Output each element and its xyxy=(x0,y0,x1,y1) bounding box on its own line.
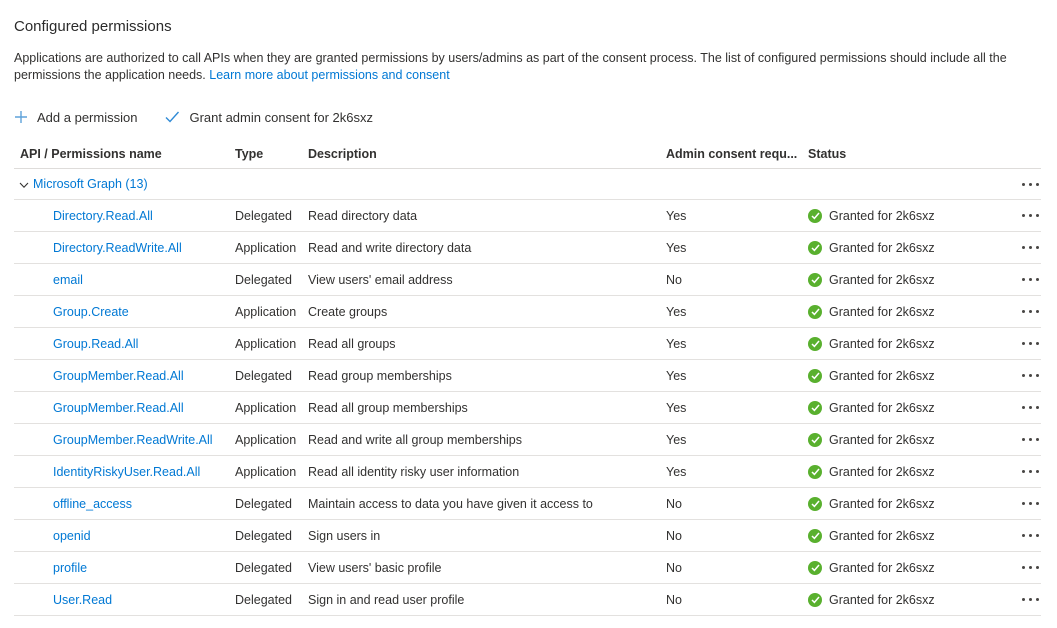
table-header-row xyxy=(14,140,1041,169)
permission-name-link[interactable]: GroupMember.Read.All xyxy=(53,400,184,415)
table-row xyxy=(14,360,1041,392)
status-text: Granted for 2k6sxz xyxy=(829,368,935,383)
check-circle-icon xyxy=(808,465,822,479)
table-row xyxy=(14,328,1041,360)
section-description xyxy=(14,50,1040,84)
permission-type: Delegated xyxy=(235,208,292,223)
table-row xyxy=(14,200,1041,232)
admin-consent-required-value: No xyxy=(666,528,682,543)
status-text: Granted for 2k6sxz xyxy=(829,304,935,319)
permission-type: Delegated xyxy=(235,496,292,511)
more-options-icon[interactable] xyxy=(1020,498,1041,509)
check-circle-icon xyxy=(808,529,822,543)
api-group-row xyxy=(14,169,1041,200)
permission-name-link[interactable]: Group.Create xyxy=(53,304,129,319)
permission-description: Sign in and read user profile xyxy=(308,592,465,607)
table-row xyxy=(14,520,1041,552)
permission-description: Read all groups xyxy=(308,336,396,351)
permission-description: Read all group memberships xyxy=(308,400,468,415)
permission-name-link[interactable]: profile xyxy=(53,560,88,575)
admin-consent-required-value: Yes xyxy=(666,400,687,415)
permission-description: Maintain access to data you have given it access to xyxy=(308,496,593,511)
permission-description: Read and write directory data xyxy=(308,240,472,255)
table-row xyxy=(14,456,1041,488)
more-options-icon[interactable] xyxy=(1020,179,1041,190)
check-circle-icon xyxy=(808,593,822,607)
add-permission-label: Add a permission xyxy=(37,109,138,125)
permission-description: Read and write all group memberships xyxy=(308,432,522,447)
admin-consent-required-value: No xyxy=(666,592,682,607)
permission-type: Application xyxy=(235,336,297,351)
admin-consent-required-value: No xyxy=(666,560,682,575)
more-options-icon[interactable] xyxy=(1020,562,1041,573)
check-circle-icon xyxy=(808,209,822,223)
status-text: Granted for 2k6sxz xyxy=(829,240,935,255)
more-options-icon[interactable] xyxy=(1020,594,1041,605)
more-options-icon[interactable] xyxy=(1020,242,1041,253)
chevron-down-icon[interactable] xyxy=(18,179,30,191)
check-circle-icon xyxy=(808,401,822,415)
status-text: Granted for 2k6sxz xyxy=(829,528,935,543)
permission-description: Read group memberships xyxy=(308,368,452,383)
more-options-icon[interactable] xyxy=(1020,434,1041,445)
permission-type: Application xyxy=(235,400,297,415)
admin-consent-required-value: Yes xyxy=(666,240,687,255)
check-circle-icon xyxy=(808,369,822,383)
admin-consent-required-value: No xyxy=(666,272,682,287)
page-title: Configured permissions xyxy=(14,18,172,35)
admin-consent-required-value: Yes xyxy=(666,304,687,319)
admin-consent-required-value: Yes xyxy=(666,368,687,383)
table-row xyxy=(14,488,1041,520)
permission-type: Delegated xyxy=(235,528,292,543)
add-permission-button[interactable] xyxy=(14,110,137,125)
header-status: Status xyxy=(808,147,847,161)
header-admin-consent-required: Admin consent requ... xyxy=(666,147,798,161)
table-row xyxy=(14,232,1041,264)
status-text: Granted for 2k6sxz xyxy=(829,464,935,479)
more-options-icon[interactable] xyxy=(1020,402,1041,413)
status-text: Granted for 2k6sxz xyxy=(829,400,935,415)
admin-consent-required-value: Yes xyxy=(666,208,687,223)
more-options-icon[interactable] xyxy=(1020,274,1041,285)
more-options-icon[interactable] xyxy=(1020,466,1041,477)
more-options-icon[interactable] xyxy=(1020,306,1041,317)
status-text: Granted for 2k6sxz xyxy=(829,432,935,447)
learn-more-link[interactable]: Learn more about permissions and consent xyxy=(209,68,450,82)
plus-icon xyxy=(14,110,28,124)
permission-name-link[interactable]: offline_access xyxy=(53,496,132,511)
status-text: Granted for 2k6sxz xyxy=(829,336,935,351)
header-api-permissions-name: API / Permissions name xyxy=(20,147,162,161)
admin-consent-required-value: No xyxy=(666,496,682,511)
permission-description: Read all identity risky user information xyxy=(308,464,520,479)
check-circle-icon xyxy=(808,273,822,287)
table-row xyxy=(14,552,1041,584)
check-circle-icon xyxy=(808,497,822,511)
admin-consent-required-value: Yes xyxy=(666,432,687,447)
command-bar xyxy=(14,107,1041,127)
permission-name-link[interactable]: Directory.ReadWrite.All xyxy=(53,240,182,255)
check-icon xyxy=(165,111,180,123)
table-row xyxy=(14,424,1041,456)
table-row xyxy=(14,296,1041,328)
check-circle-icon xyxy=(808,433,822,447)
status-text: Granted for 2k6sxz xyxy=(829,592,935,607)
more-options-icon[interactable] xyxy=(1020,370,1041,381)
permission-type: Delegated xyxy=(235,272,292,287)
check-circle-icon xyxy=(808,561,822,575)
more-options-icon[interactable] xyxy=(1020,338,1041,349)
api-group-link[interactable]: Microsoft Graph (13) xyxy=(33,177,148,191)
status-text: Granted for 2k6sxz xyxy=(829,496,935,511)
permission-name-link[interactable]: openid xyxy=(53,528,91,543)
permission-type: Delegated xyxy=(235,368,292,383)
permission-type: Application xyxy=(235,432,297,447)
permission-name-link[interactable]: GroupMember.Read.All xyxy=(53,368,184,383)
permission-type: Application xyxy=(235,240,297,255)
permission-description: Sign users in xyxy=(308,528,381,543)
permission-type: Application xyxy=(235,304,297,319)
table-row xyxy=(14,584,1041,616)
status-text: Granted for 2k6sxz xyxy=(829,272,935,287)
status-text: Granted for 2k6sxz xyxy=(829,560,935,575)
table-body xyxy=(14,200,1041,616)
status-text: Granted for 2k6sxz xyxy=(829,208,935,223)
admin-consent-required-value: Yes xyxy=(666,336,687,351)
permission-description: Read directory data xyxy=(308,208,418,223)
permission-name-link[interactable]: Directory.Read.All xyxy=(53,208,153,223)
more-options-icon[interactable] xyxy=(1020,210,1041,221)
check-circle-icon xyxy=(808,305,822,319)
table-row xyxy=(14,392,1041,424)
permission-type: Application xyxy=(235,464,297,479)
permission-name-link[interactable]: Group.Read.All xyxy=(53,336,139,351)
permission-type: Delegated xyxy=(235,560,292,575)
check-circle-icon xyxy=(808,337,822,351)
permission-description: View users' email address xyxy=(308,272,453,287)
admin-consent-required-value: Yes xyxy=(666,464,687,479)
header-description: Description xyxy=(308,147,377,161)
description-text: Applications are authorized to call APIs when they are granted permissions by users/admins as part of the consent process. The list of configured permissions should include all the permissions the application needs. xyxy=(14,51,1007,82)
check-circle-icon xyxy=(808,241,822,255)
more-options-icon[interactable] xyxy=(1020,530,1041,541)
permissions-table xyxy=(14,140,1041,616)
permission-name-link[interactable]: IdentityRiskyUser.Read.All xyxy=(53,464,201,479)
grant-admin-consent-label: Grant admin consent for 2k6sxz xyxy=(189,109,373,125)
grant-admin-consent-button[interactable] xyxy=(165,110,373,125)
permission-name-link[interactable]: User.Read xyxy=(53,592,113,607)
permission-description: View users' basic profile xyxy=(308,560,442,575)
permission-name-link[interactable]: email xyxy=(53,272,83,287)
permission-name-link[interactable]: GroupMember.ReadWrite.All xyxy=(53,432,213,447)
permission-description: Create groups xyxy=(308,304,388,319)
header-type: Type xyxy=(235,147,264,161)
permission-type: Delegated xyxy=(235,592,292,607)
table-row xyxy=(14,264,1041,296)
